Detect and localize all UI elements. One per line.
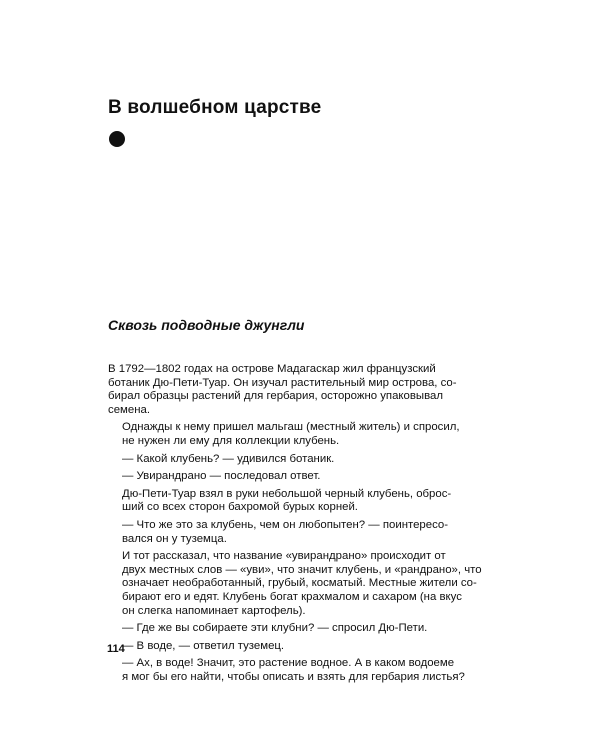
chapter-bullet-dot (109, 131, 125, 147)
paragraph (108, 657, 498, 684)
text-line: — Что же это за клубень, чем он любопытен? — поинтересо- (122, 518, 449, 531)
paragraph (108, 363, 498, 417)
paragraph (108, 640, 498, 654)
text-line: бирают его и едят. Клубень богат крахмалом и сахаром (на вкус (122, 590, 462, 603)
text-line: Дю-Пети-Туар взял в руки небольшой черный клубень, оброс- (122, 487, 452, 500)
paragraph (108, 550, 498, 618)
text-line: — Увирандрано — последовал ответ. (122, 470, 321, 483)
text-line: И тот рассказал, что название «увирандрано» происходит от (122, 550, 446, 563)
text-line: ботаник Дю-Пети-Туар. Он изучал растительный мир острова, со- (108, 376, 457, 389)
text-line: — Какой клубень? — удивился ботаник. (122, 452, 335, 465)
text-line: я мог бы его найти, чтобы описать и взять для гербария листья? (122, 670, 465, 683)
paragraph (108, 421, 498, 448)
section-title: Сквозь подводные джунгли (108, 317, 305, 333)
text-line: бирал образцы растений для гербария, осторожно упаковывал (108, 390, 444, 403)
text-line: — Ах, в воде! Значит, это растение водное. А в каком водоеме (122, 657, 455, 670)
text-line: — В воде, — ответил туземец. (122, 639, 285, 652)
paragraph (108, 470, 498, 484)
text-line: семена. (108, 403, 150, 416)
text-line: Однажды к нему пришел мальгаш (местный житель) и спросил, (122, 421, 460, 434)
text-line: — Где же вы собираете эти клубни? — спросил Дю-Пети. (122, 622, 428, 635)
paragraph (108, 622, 498, 636)
text-line: вался он у туземца. (122, 532, 227, 545)
paragraph (108, 519, 498, 546)
page-number: 114 (107, 643, 125, 655)
text-line: он слегка напоминает картофель). (122, 604, 306, 617)
text-line: двух местных слов — «уви», что значит клубень, и «рандрано», что (122, 563, 482, 576)
text-line: не нужен ли ему для коллекции клубень. (122, 434, 340, 447)
text-line: В 1792—1802 годах на острове Мадагаскар жил французский (108, 363, 436, 375)
paragraph (108, 453, 498, 467)
body-text (108, 363, 498, 688)
text-line: ший со всех сторон бахромой бурых корней. (122, 501, 358, 514)
text-line: означает необработанный, грубый, косматый. Местные жители со- (122, 577, 477, 590)
paragraph (108, 488, 498, 515)
chapter-title: В волшебном царстве (108, 97, 322, 118)
